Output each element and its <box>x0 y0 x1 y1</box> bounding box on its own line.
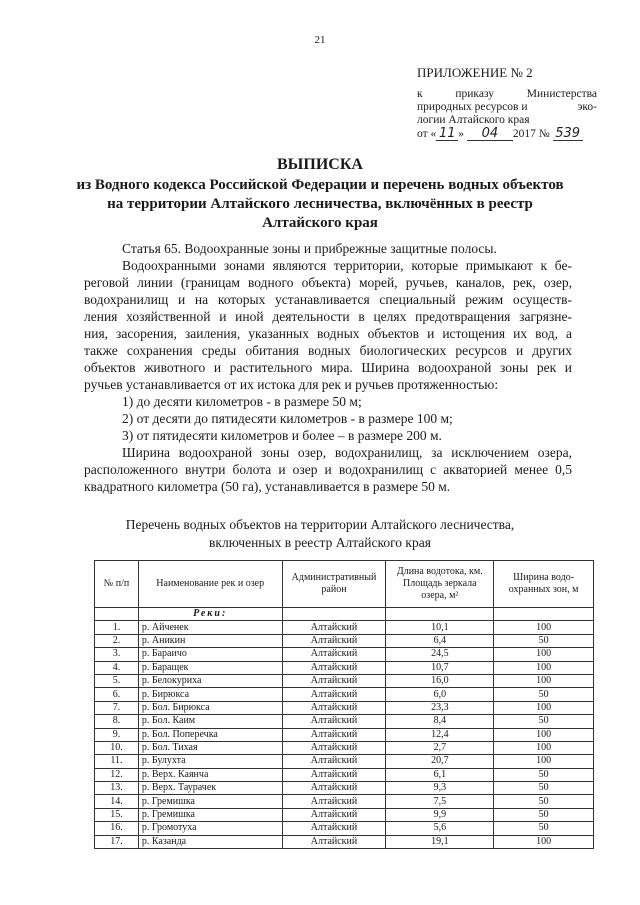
paragraph-line: Ширина водоохраной зоны озер, водохранилищ, за исключением озера, <box>122 445 572 460</box>
table-row <box>95 728 594 741</box>
article-text <box>84 240 572 495</box>
cell-name: р. Бол. Бирюкса <box>138 701 282 714</box>
table-title <box>60 516 580 552</box>
header-length: Длина водотока, км. Площадь зеркала озера, м² <box>386 561 494 608</box>
cell-width: 50 <box>494 795 594 808</box>
cell-district: Алтайский <box>282 715 386 728</box>
appendix-word: природных ресурсов и <box>417 101 528 113</box>
list-item: 1) до десяти километров - в размере 50 м; <box>122 394 362 409</box>
header-name: Наименование рек и озер <box>138 561 282 608</box>
cell-name: р. Гремишка <box>138 808 282 821</box>
table-row <box>95 661 594 674</box>
cell-district: Алтайский <box>282 755 386 768</box>
table-row <box>95 768 594 781</box>
cell-width: 50 <box>494 808 594 821</box>
date-month: 04 <box>467 127 513 141</box>
table-title-line-1: Перечень водных объектов на территории Алтайского лесничества, <box>125 517 515 532</box>
paragraph-line: также сохранения среды обитания водных биологических ресурсов и других <box>84 343 572 358</box>
cell-name: р. Аникин <box>138 634 282 647</box>
cell-num: 14. <box>95 795 139 808</box>
table-row <box>95 782 594 795</box>
cell-district: Алтайский <box>282 728 386 741</box>
header-num: № п/п <box>95 561 139 608</box>
table-row <box>95 674 594 687</box>
cell-name: р. Белокуриха <box>138 674 282 687</box>
table-title-line-2: включенных в реестр Алтайского края <box>209 535 431 550</box>
cell-length: 6,1 <box>386 768 494 781</box>
header-district: Административный район <box>282 561 386 608</box>
cell-length: 10,1 <box>386 621 494 634</box>
cell-width: 100 <box>494 648 594 661</box>
date-year: 2017 № <box>512 128 550 140</box>
cell-num: 1. <box>95 621 139 634</box>
water-objects-table <box>94 560 594 849</box>
cell-num: 7. <box>95 701 139 714</box>
cell-length: 5,6 <box>386 822 494 835</box>
cell-width: 100 <box>494 728 594 741</box>
cell-name: р. Булухта <box>138 755 282 768</box>
cell-width: 100 <box>494 755 594 768</box>
appendix-word: эко- <box>577 101 597 113</box>
table-row <box>95 634 594 647</box>
cell-name: р. Верх. Каянча <box>138 768 282 781</box>
cell-num: 17. <box>95 835 139 848</box>
paragraph-line: объектов животного и растительного мира. Ширина водоохраной зоны рек и <box>84 360 572 375</box>
cell-district: Алтайский <box>282 795 386 808</box>
document-subtitle <box>60 176 580 233</box>
cell-name: р. Гремишка <box>138 795 282 808</box>
subtitle-line-1: из Водного кодекса Российской Федерации и перечень водных объектов <box>76 177 564 193</box>
date-prefix: от « <box>417 128 437 140</box>
cell-width: 100 <box>494 835 594 848</box>
paragraph-line: расположенного внутри болота и озер и водохранилищ с акваторией менее 0,5 <box>84 462 572 477</box>
appendix-word: Министерства <box>526 88 597 100</box>
table-row <box>95 822 594 835</box>
cell-district: Алтайский <box>282 621 386 634</box>
cell-width: 50 <box>494 715 594 728</box>
cell-num: 16. <box>95 822 139 835</box>
paragraph-line: Водоохранными зонами являются территории, которые примыкают к бе- <box>122 258 572 273</box>
cell-num: 9. <box>95 728 139 741</box>
cell-length: 7,5 <box>386 795 494 808</box>
date-day: 11 <box>436 127 458 141</box>
cell-length: 6,4 <box>386 634 494 647</box>
appendix-word: приказу <box>455 88 495 100</box>
list-item: 2) от десяти до пятидесяти километров - в размере 100 м; <box>122 411 453 426</box>
table-row <box>95 621 594 634</box>
cell-length: 9,3 <box>386 782 494 795</box>
cell-length: 24,5 <box>386 648 494 661</box>
cell-district: Алтайский <box>282 822 386 835</box>
cell-district: Алтайский <box>282 701 386 714</box>
cell-district: Алтайский <box>282 661 386 674</box>
cell-length: 10,7 <box>386 661 494 674</box>
cell-name: р. Верх. Таурачек <box>138 782 282 795</box>
cell-length: 20,7 <box>386 755 494 768</box>
cell-length: 9,9 <box>386 808 494 821</box>
table-row <box>95 808 594 821</box>
cell-width: 100 <box>494 674 594 687</box>
appendix-line-3: логии Алтайского края <box>417 114 530 126</box>
appendix-line-2 <box>417 101 597 114</box>
table-row <box>95 715 594 728</box>
table-header-row <box>95 561 594 608</box>
cell-district: Алтайский <box>282 688 386 701</box>
cell-num: 8. <box>95 715 139 728</box>
cell-name: р. Бол. Каим <box>138 715 282 728</box>
cell-district: Алтайский <box>282 782 386 795</box>
paragraph-line: водохранилищ и на которых устанавливается специальный режим осуществ- <box>84 292 572 307</box>
date-mid: » <box>458 128 464 140</box>
section-row <box>95 608 594 621</box>
cell-width: 50 <box>494 782 594 795</box>
cell-num: 12. <box>95 768 139 781</box>
cell-num: 10. <box>95 741 139 754</box>
cell-num: 2. <box>95 634 139 647</box>
cell-num: 5. <box>95 674 139 687</box>
cell-width: 100 <box>494 661 594 674</box>
list-item: 3) от пятидесяти километров и более – в размере 200 м. <box>122 428 442 443</box>
section-label: Реки: <box>138 608 282 621</box>
table-row <box>95 701 594 714</box>
paragraph-line: ручьев устанавливается от их истока для рек и ручьев протяженностью: <box>84 377 499 392</box>
cell-length: 12,4 <box>386 728 494 741</box>
cell-name: р. Бараичо <box>138 648 282 661</box>
cell-width: 50 <box>494 634 594 647</box>
cell-length: 19,1 <box>386 835 494 848</box>
cell-width: 50 <box>494 688 594 701</box>
cell-width: 100 <box>494 741 594 754</box>
appendix-line-1 <box>417 88 597 101</box>
subtitle-line-2: на территории Алтайского лесничества, включённых в реестр <box>107 196 533 212</box>
cell-name: р. Бирюкса <box>138 688 282 701</box>
table-row <box>95 835 594 848</box>
appendix-date-line <box>417 127 597 141</box>
cell-name: р. Бол. Поперечка <box>138 728 282 741</box>
cell-district: Алтайский <box>282 648 386 661</box>
table-row <box>95 795 594 808</box>
appendix-word: к <box>417 88 423 100</box>
cell-num: 15. <box>95 808 139 821</box>
cell-name: р. Громотуха <box>138 822 282 835</box>
cell-num: 11. <box>95 755 139 768</box>
table-row <box>95 688 594 701</box>
subtitle-line-3: Алтайского края <box>262 215 378 231</box>
cell-district: Алтайский <box>282 808 386 821</box>
cell-length: 16,0 <box>386 674 494 687</box>
cell-num: 4. <box>95 661 139 674</box>
paragraph-line: реговой линии (границам водного объекта) морей, ручьев, каналов, рек, озер, <box>84 275 572 290</box>
paragraph-line: квадратного километра (50 га), устанавливается в размере 50 м. <box>84 479 451 494</box>
cell-district: Алтайский <box>282 768 386 781</box>
article-title: Статья 65. Водоохранные зоны и прибрежные защитные полосы. <box>122 241 497 256</box>
cell-width: 50 <box>494 768 594 781</box>
cell-num: 6. <box>95 688 139 701</box>
cell-length: 8,4 <box>386 715 494 728</box>
appendix-title: ПРИЛОЖЕНИЕ № 2 <box>417 65 533 80</box>
cell-num: 3. <box>95 648 139 661</box>
cell-name: р. Бол. Тихая <box>138 741 282 754</box>
cell-district: Алтайский <box>282 835 386 848</box>
table-row <box>95 741 594 754</box>
cell-name: р. Баращек <box>138 661 282 674</box>
cell-name: р. Казанда <box>138 835 282 848</box>
table-row <box>95 648 594 661</box>
header-width: Ширина водо-охранных зон, м <box>494 561 594 608</box>
order-number: 539 <box>553 127 583 141</box>
cell-width: 50 <box>494 822 594 835</box>
appendix-reference <box>417 88 597 141</box>
paragraph-line: ния, засорения, заиления, указанных водных объектов и истощения их вод, а <box>84 326 572 341</box>
cell-length: 6,0 <box>386 688 494 701</box>
cell-length: 23,3 <box>386 701 494 714</box>
document-title: ВЫПИСКА <box>277 156 363 173</box>
cell-district: Алтайский <box>282 674 386 687</box>
cell-district: Алтайский <box>282 634 386 647</box>
page-number: 21 <box>314 34 326 46</box>
cell-width: 100 <box>494 621 594 634</box>
cell-width: 100 <box>494 701 594 714</box>
cell-num: 13. <box>95 782 139 795</box>
table-row <box>95 755 594 768</box>
cell-name: р. Айченек <box>138 621 282 634</box>
cell-length: 2,7 <box>386 741 494 754</box>
cell-district: Алтайский <box>282 741 386 754</box>
paragraph-line: ления хозяйственной и иной деятельности в целях предотвращения загрязне- <box>84 309 572 324</box>
